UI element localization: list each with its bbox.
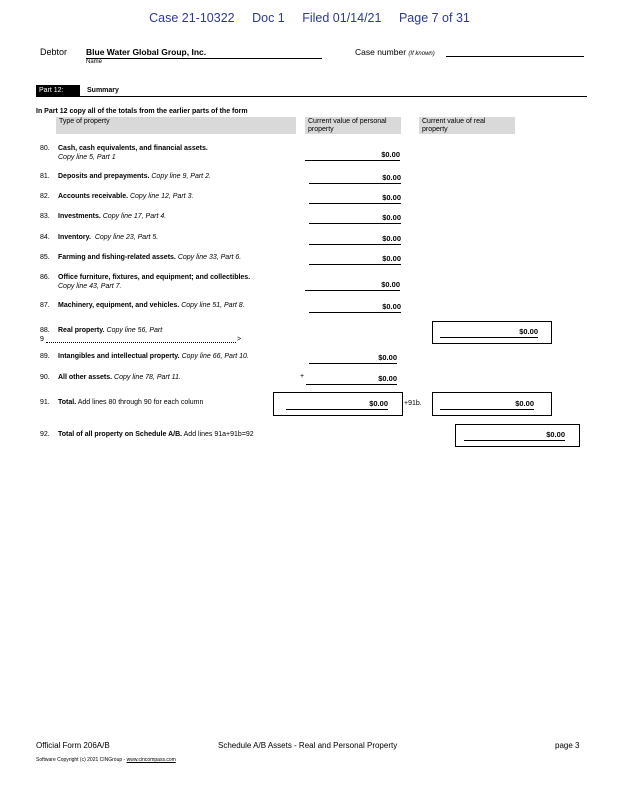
row-91-number: 91. (40, 399, 50, 406)
row-84-number: 84. (40, 234, 50, 241)
row-85-label: Farming and fishing-related assets. Copy line 33, Part 6. (58, 254, 242, 261)
debtor-label: Debtor (40, 47, 68, 57)
row-82-number: 82. (40, 193, 50, 200)
row-86-number: 86. (40, 274, 50, 281)
row-80-number: 80. (40, 145, 50, 152)
row-88-continuation: 9 (40, 336, 44, 343)
column-header-personal: Current value of personal property (305, 117, 401, 134)
row-82-label: Accounts receivable. Copy line 12, Part 3. (58, 193, 194, 200)
row-88-real-value: $0.00 (440, 327, 538, 338)
part-number: Part 12: (36, 85, 80, 96)
row-91-line-ref: +91b. (404, 400, 422, 407)
row-90-plus-sign: + (300, 373, 305, 380)
part-title: Summary (87, 87, 119, 94)
row-90-label: All other assets. Copy line 78, Part 11. (58, 374, 181, 381)
row-88-leader (46, 342, 236, 343)
row-81-label: Deposits and prepayments. Copy line 9, Part 2. (58, 173, 211, 180)
row-91-personal-value: $0.00 (286, 399, 388, 410)
row-86-instruction: Copy line 43, Part 7. (58, 283, 122, 290)
row-89-number: 89. (40, 353, 50, 360)
row-88-label: Real property. Copy line 56, Part (58, 327, 163, 334)
row-80-label: Cash, cash equivalents, and financial assets. (58, 145, 208, 152)
row-88-arrow: > (237, 336, 242, 343)
case-number-field (446, 56, 584, 57)
footer-form-name: Official Form 206A/B (36, 741, 110, 750)
row-92-label: Total of all property on Schedule A/B. Add lines 91a+91b=92 (58, 431, 254, 438)
stamp-page: Page 7 of 31 (398, 11, 470, 25)
case-number-hint: (If known) (408, 51, 435, 57)
row-80-personal-value: $0.00 (305, 150, 400, 161)
row-90-number: 90. (40, 374, 50, 381)
row-80-instruction: Copy line 5, Part 1 (58, 154, 116, 161)
row-87-number: 87. (40, 302, 50, 309)
stamp-case: Case 21-10322 (149, 11, 235, 25)
row-92-number: 92. (40, 431, 50, 438)
row-81-personal-value: $0.00 (309, 173, 401, 184)
row-91-real-value: $0.00 (440, 399, 534, 410)
copyright-link[interactable]: www.cincompass.com (126, 757, 176, 763)
column-header-type: Type of property (56, 117, 296, 134)
row-85-number: 85. (40, 254, 50, 261)
row-86-label: Office furniture, fixtures, and equipment; and collectibles. (58, 274, 251, 281)
row-92-total-value: $0.00 (464, 430, 565, 441)
row-88-number: 88. (40, 327, 50, 334)
stamp-doc: Doc 1 (252, 11, 285, 25)
stamp-filed: Filed 01/14/21 (302, 11, 382, 25)
row-89-label: Intangibles and intellectual property. Copy line 66, Part 10. (58, 353, 249, 360)
row-87-personal-value: $0.00 (309, 302, 401, 313)
row-83-personal-value: $0.00 (309, 213, 401, 224)
row-86-personal-value: $0.00 (305, 280, 400, 291)
name-label: Name (86, 59, 103, 65)
row-91-label: Total. Add lines 80 through 90 for each column (58, 399, 204, 406)
row-85-personal-value: $0.00 (309, 254, 401, 265)
case-number-label: Case number (If known) (355, 47, 435, 57)
part-intro: In Part 12 copy all of the totals from the earlier parts of the form (36, 108, 248, 115)
footer-title: Schedule A/B Assets - Real and Personal Property (218, 741, 398, 750)
row-81-number: 81. (40, 173, 50, 180)
row-84-personal-value: $0.00 (309, 234, 401, 245)
debtor-name: Blue Water Global Group, Inc. (86, 47, 322, 59)
row-84-label: Inventory. Copy line 23, Part 5. (58, 234, 159, 241)
row-83-label: Investments. Copy line 17, Part 4. (58, 213, 167, 220)
column-header-real: Current value of real property (419, 117, 515, 134)
row-90-personal-value: $0.00 (306, 374, 397, 385)
footer-page: page 3 (555, 741, 580, 750)
court-stamp (0, 11, 619, 25)
row-89-personal-value: $0.00 (309, 353, 397, 364)
row-82-personal-value: $0.00 (309, 193, 401, 204)
row-87-label: Machinery, equipment, and vehicles. Copy line 51, Part 8. (58, 302, 245, 309)
row-83-number: 83. (40, 213, 50, 220)
footer-copyright: Software Copyright (c) 2021 CINGroup - www.cincompass.com (36, 757, 176, 763)
